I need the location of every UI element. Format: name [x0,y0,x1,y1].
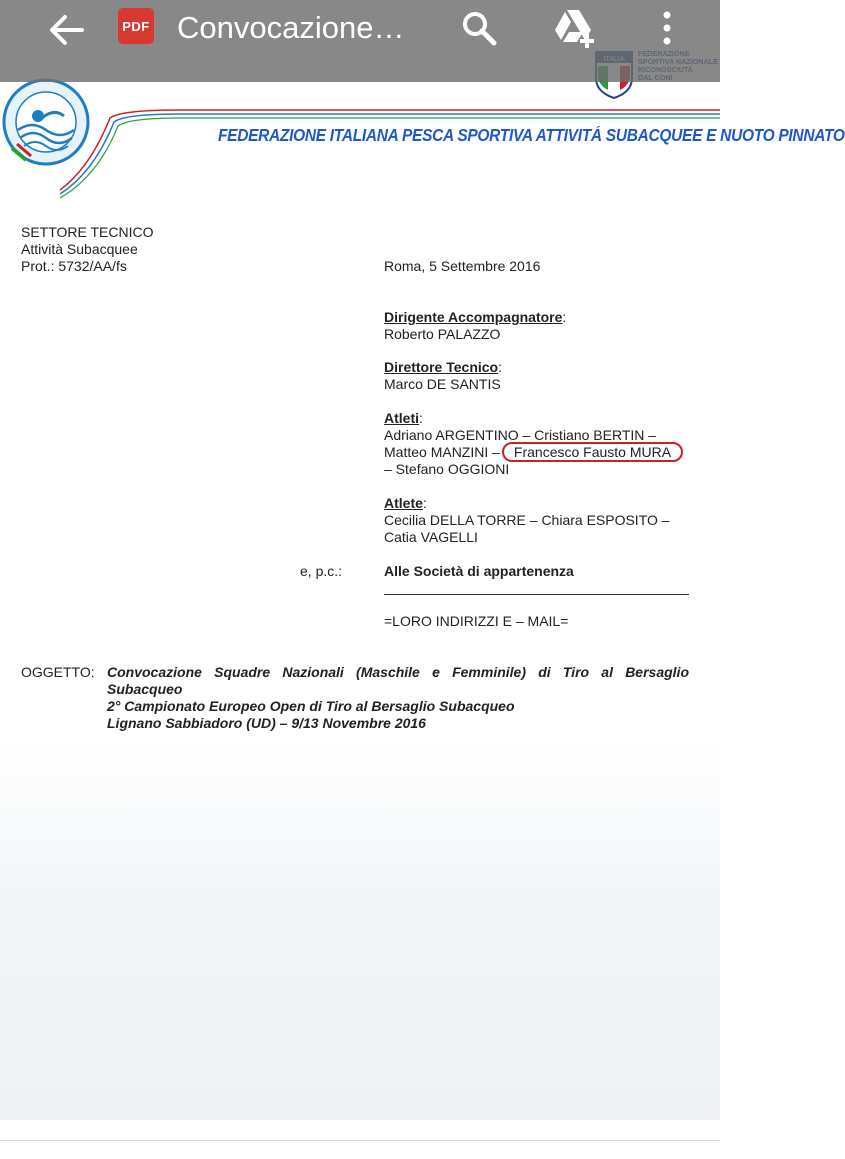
page-shading [0,740,720,1120]
back-arrow-icon [48,14,84,46]
separator-line [384,594,689,595]
dirigente-name: Roberto PALAZZO [384,326,501,342]
federation-name: FEDERAZIONE ITALIANA PESCA SPORTIVA ATTIVITÁ SUBACQUEE E NUOTO PINNATO [218,126,845,146]
pdf-file-icon: PDF [118,8,154,44]
back-button[interactable] [36,6,96,54]
document-title: Convocazione… [177,10,405,45]
addresses: =LORO INDIRIZZI E – MAIL= [384,613,569,629]
protocol-number: Prot.: 5732/AA/fs [21,258,127,274]
atleti-line [384,444,683,461]
atlete-line: Catia VAGELLI [384,529,478,545]
app-toolbar [0,0,720,82]
subject-line: Subacqueo [107,681,183,697]
more-vert-icon [662,10,672,46]
add-to-drive-button[interactable] [548,4,602,52]
search-icon [461,10,497,46]
direttore-label: Direttore Tecnico [384,359,499,375]
dirigente-label: Dirigente Accompagnatore [384,309,563,325]
pc-value: Alle Società di appartenenza [384,563,574,579]
letterhead-swoosh [60,98,845,198]
place-date: Roma, 5 Settembre 2016 [384,258,541,274]
drive-add-icon [553,8,597,48]
atleti-name: Matteo MANZINI – [384,444,500,460]
highlighted-athlete: Francesco Fausto MURA [502,442,683,462]
page-edge [0,1140,720,1141]
atleti-label: Atleti [384,410,419,426]
subject-line: Convocazione Squadre Nazionali (Maschile e Femminile) di Tiro al Bersaglio [107,664,689,680]
atleti-heading: Atleti: [384,410,423,426]
subject-label: OGGETTO: [21,664,95,680]
subject-line: 2° Campionato Europeo Open di Tiro al Bersaglio Subacqueo [107,698,515,714]
direttore-heading: Direttore Tecnico: [384,359,502,375]
atleti-line: Adriano ARGENTINO – Cristiano BERTIN – [384,427,657,443]
dirigente-heading: Dirigente Accompagnatore: [384,309,567,325]
atlete-label: Atlete [384,495,423,511]
atlete-line: Cecilia DELLA TORRE – Chiara ESPOSITO – [384,512,670,528]
more-options-button[interactable] [645,4,689,52]
atlete-heading: Atlete: [384,495,427,511]
pc-label: e, p.c.: [300,563,343,579]
direttore-name: Marco DE SANTIS [384,376,501,392]
sender-sector: SETTORE TECNICO [21,224,154,240]
sender-activity: Attività Subacquee [21,241,138,257]
subject-line: Lignano Sabbiadoro (UD) – 9/13 Novembre 2016 [107,715,426,731]
search-button[interactable] [455,4,503,52]
atleti-line: – Stefano OGGIONI [384,461,510,477]
